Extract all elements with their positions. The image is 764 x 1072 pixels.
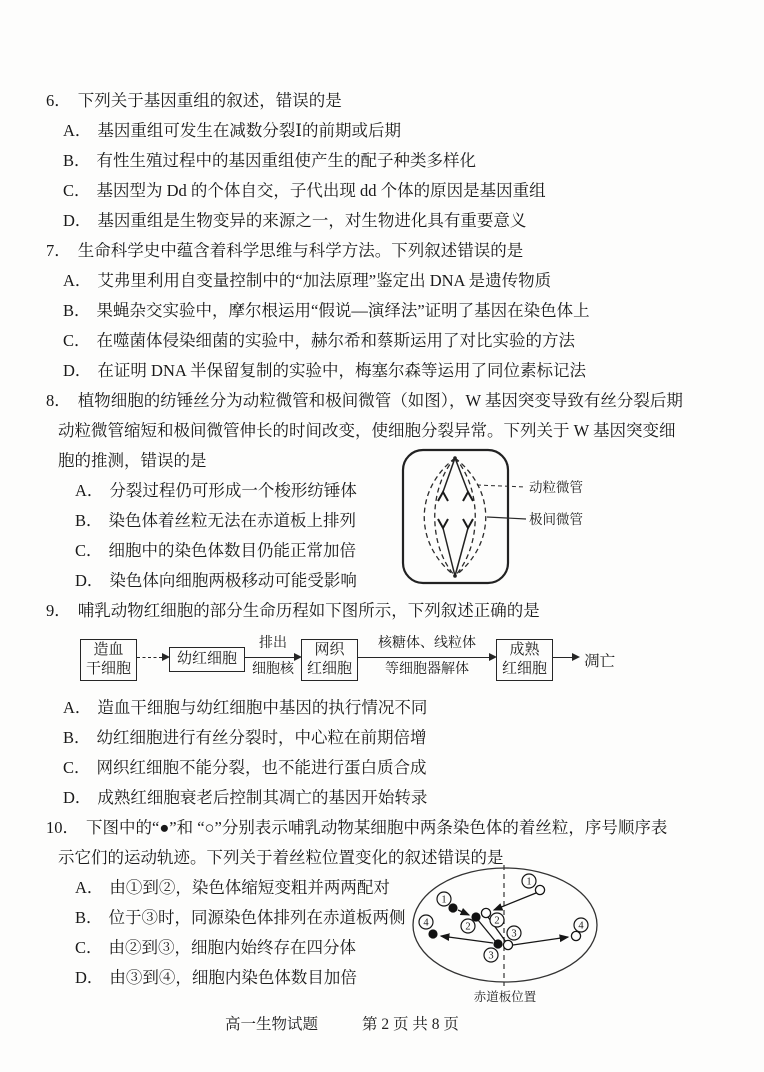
option-label: A． [75,481,104,500]
arrow-label-bottom: 等细胞器解体 [385,662,470,677]
cell-ellipse [413,868,597,982]
option-label: D． [75,968,104,987]
footer-course-title: 高一生物试题 [225,1016,319,1033]
box-text: 网织 [314,641,345,658]
question-6-number: 6． [46,91,71,110]
option-label: D． [63,211,92,230]
question-8-number: 8． [46,391,71,410]
page-footer [225,1012,459,1034]
question-8-stem-line3: 胞的推测，错误的是 [58,451,207,470]
question-7-option-b [46,296,730,326]
arrow-label-bottom: 细胞核 [252,662,295,677]
question-7-stem-text: 生命科学史中蕴含着科学思维与科学方法。下列叙述错误的是 [77,241,524,260]
question-9-stem [46,596,730,626]
question-7-option-c [46,326,730,356]
svg-text:1: 1 [526,876,532,888]
flow-arrow-dashed [137,626,169,693]
svg-text:3: 3 [511,928,517,940]
interpolar-microtubules [424,458,486,576]
box-text: 红细胞 [307,660,353,677]
stem-text: 下图中的“●”和 “○”分别表示哺乳动物某细胞中两条染色体的着丝粒，序号顺序表 [86,818,668,837]
question-7 [46,236,730,386]
kinetochore-label: 动粒微管 [529,480,583,495]
option-label: B． [75,908,103,927]
option-label: D． [75,571,104,590]
flow-box-erythroblast: 幼红细胞 [169,647,245,672]
question-9-option-d [46,783,730,813]
arrow-label-top: 排出 [259,636,288,651]
option-text: 艾弗里利用自变量控制中的“加法原理”鉴定出 DNA 是遗传物质 [97,271,552,290]
flow-arrow-apoptosis [553,626,579,693]
kinetochore-microtubules [443,458,468,576]
question-7-stem [46,236,730,266]
question-6-option-c [46,176,730,206]
question-7-option-d [46,356,730,386]
flow-arrow-expel-nucleus [245,626,301,693]
option-label: C． [63,331,91,350]
chromosomes [438,492,473,528]
question-6-stem-text: 下列关于基因重组的叙述，错误的是 [77,91,342,110]
option-label: C． [63,758,91,777]
option-text: 由②到③，细胞内始终存在四分体 [108,938,357,957]
question-9-number: 9． [46,601,71,620]
question-9-option-c [46,753,730,783]
question-6 [46,86,730,236]
option-text: 成熟红细胞衰老后控制其凋亡的基因开始转录 [97,788,428,807]
option-label: B． [75,511,103,530]
option-text: 染色体向细胞两极移动可能受影响 [109,571,357,590]
option-text: 由①到②，染色体缩短变粗并两两配对 [109,878,390,897]
centromere-track-diagram [400,853,730,1013]
option-text: 分裂过程仍可形成一个梭形纺锤体 [109,481,357,500]
option-label: C． [75,938,103,957]
question-8-stem-line1 [46,386,730,416]
svg-text:4: 4 [578,920,584,932]
stem-text: 植物细胞的纺锤丝分为动粒微管和极间微管（如图），W 基因突变导致有丝分裂后期 [77,391,683,410]
option-text: 在噬菌体侵染细菌的实验中，赫尔希和蔡斯运用了对比实验的方法 [96,331,576,350]
kinetochore-leader-line [477,485,526,487]
page-content [46,86,730,1004]
option-label: A． [75,878,104,897]
box-text: 成熟 [509,641,540,658]
option-label: A． [63,121,92,140]
question-9-option-a [46,693,730,723]
question-8 [46,386,730,596]
spindle-pole-bottom [453,574,457,578]
red-blood-cell-flowchart [80,626,730,693]
equatorial-plate-label: 赤道板位置 [473,990,537,1004]
question-10 [46,813,730,1004]
option-label: B． [63,728,91,747]
interpolar-label: 极间微管 [529,512,583,527]
question-10-number: 10． [46,818,79,837]
svg-text:4: 4 [423,917,429,929]
spindle-pole-top [453,456,457,460]
option-label: D． [63,788,92,807]
question-9 [46,596,730,813]
svg-text:3: 3 [488,950,494,962]
apoptosis-label: 凋亡 [584,652,616,670]
option-text: 基因重组是生物变异的来源之一，对生物进化具有重要意义 [97,211,527,230]
filled-track-numbers [419,892,498,962]
option-label: A． [63,271,92,290]
option-label: A． [63,698,92,717]
footer-page-number: 第 2 页 共 8 页 [362,1016,459,1033]
box-text: 造血 [93,641,124,658]
option-text: 果蝇杂交实验中，摩尔根运用“假说—演绎法”证明了基因在染色体上 [96,301,590,320]
spindle-cell-diagram [380,428,600,608]
option-text: 网织红细胞不能分裂，也不能进行蛋白质合成 [96,758,427,777]
flow-box-reticulocyte [301,639,358,681]
open-track-numbers [490,874,588,940]
option-label: B． [63,301,91,320]
question-10-stem-line1 [46,813,730,843]
option-text: 在证明 DNA 半保留复制的实验中，梅塞尔森等运用了同位素标记法 [97,361,587,380]
question-7-number: 7． [46,241,71,260]
question-6-option-d [46,206,730,236]
svg-text:2: 2 [494,915,500,927]
option-label: D． [63,361,92,380]
question-10-stem-line2: 示它们的运动轨迹。下列关于着丝粒位置变化的叙述错误的是 [58,848,504,867]
option-text: 造血干细胞与幼红细胞中基因的执行情况不同 [97,698,428,717]
option-text: 基因型为 Dd 的个体自交，子代出现 dd 个体的原因是基因重组 [96,181,546,200]
svg-text:2: 2 [465,921,471,933]
option-label: B． [63,151,91,170]
interpolar-leader-line [487,517,526,519]
option-text: 由③到④，细胞内染色体数目加倍 [109,968,357,987]
box-text: 干细胞 [86,660,132,677]
question-9-option-b [46,723,730,753]
svg-text:1: 1 [441,894,447,906]
question-6-stem [46,86,730,116]
arrow-label-top: 核糖体、线粒体 [378,636,477,651]
option-label: C． [63,181,91,200]
option-text: 细胞中的染色体数目仍能正常加倍 [108,541,357,560]
box-text: 红细胞 [502,660,548,677]
flow-box-mature-rbc [496,639,553,681]
option-text: 幼红细胞进行有丝分裂时，中心粒在前期倍增 [96,728,427,747]
flow-box-hematopoietic-stem-cell [80,639,137,681]
cell-outline [403,450,508,583]
option-text: 有性生殖过程中的基因重组使产生的配子种类多样化 [96,151,477,170]
option-text: 位于③时，同源染色体排列在赤道板两侧 [108,908,406,927]
question-9-stem-text: 哺乳动物红细胞的部分生命历程如下图所示，下列叙述正确的是 [77,601,540,620]
flow-arrow-organelle-breakdown [358,626,496,693]
question-7-option-a [46,266,730,296]
question-8-stem-line2: 动粒微管缩短和极间微管伸长的时间改变，使细胞分裂异常。下列关于 W 基因突变细 [58,421,676,440]
option-text: 染色体着丝粒无法在赤道板上排列 [108,511,357,530]
option-text: 基因重组可发生在减数分裂Ⅰ的前期或后期 [97,121,401,140]
option-label: C． [75,541,103,560]
question-6-option-b [46,146,730,176]
question-6-option-a [46,116,730,146]
